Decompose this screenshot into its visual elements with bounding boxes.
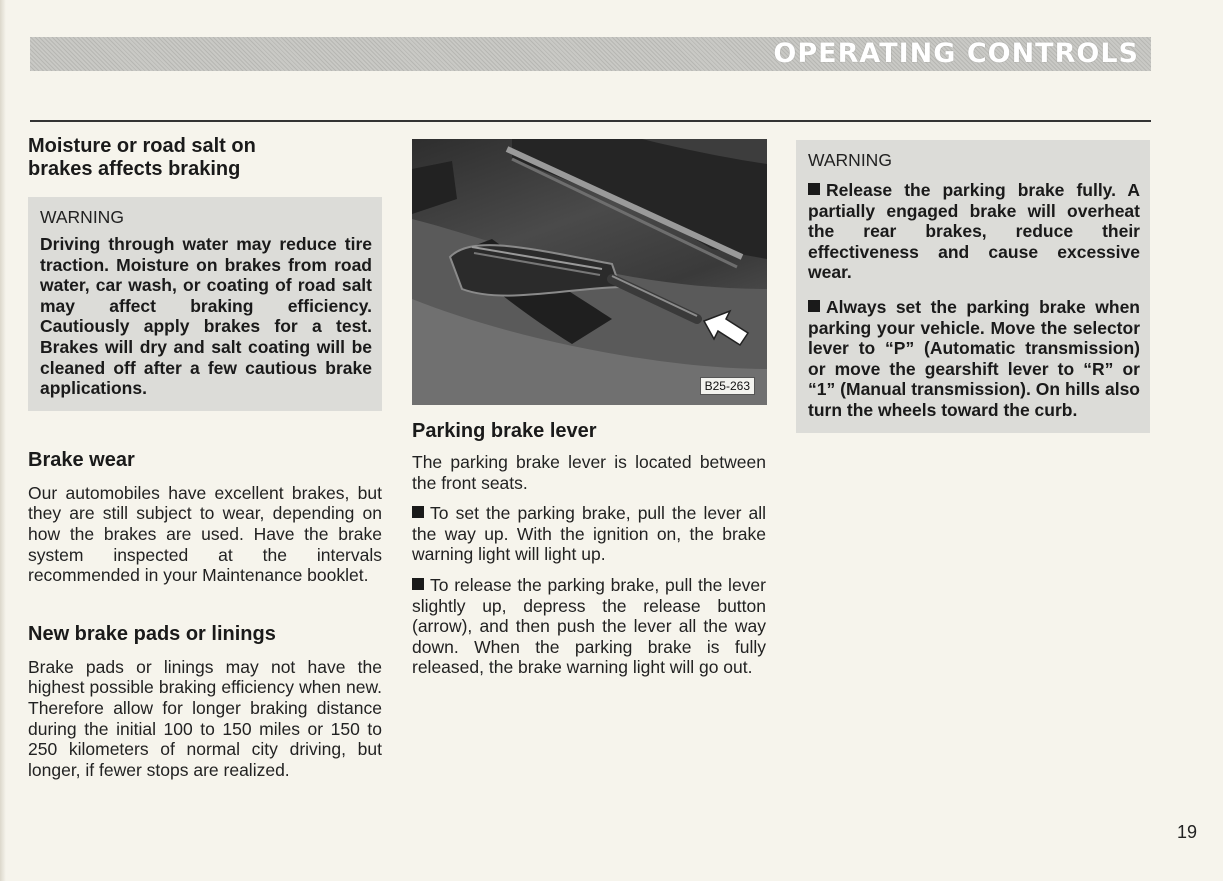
heading-new-brake-pads: New brake pads or linings [28,622,276,645]
warning-title: WARNING [808,150,892,170]
warning-text-release-fully [808,180,1140,283]
parking-brake-photo [412,139,767,405]
warning-box-parking-brake [796,140,1150,433]
text-set-parking-brake-content: To set the parking brake, pull the lever all the way up. With the ignition on, the brake warning light will light up. [412,503,766,565]
warning-title: WARNING [40,207,124,227]
parking-brake-illustration [412,139,767,405]
warning-text-always-set-content: Always set the parking brake when parking your vehicle. Move the selector lever to “P” (Automatic transmission) or move the gearshift lever to “R” or “1” (Manual transmission). On hills also turn the wheels toward the curb. [808,296,1140,420]
warning-text-always-set [808,297,1140,421]
page-edge [0,0,6,881]
text-parking-brake-intro: The parking brake lever is located between the front seats. [412,452,766,493]
figure-label: B25-263 [700,377,755,395]
bullet-icon [808,183,820,195]
bullet-icon [412,578,424,590]
text-release-parking-brake-content: To release the parking brake, pull the lever slightly up, depress the release button (arrow), and then push the lever all the way down. When the parking brake is fully released, the brake warning light will go out. [412,574,766,678]
text-brake-wear: Our automobiles have excellent brakes, but they are still subject to wear, depending on how the brakes are used. Have the brake system inspected at the intervals recommended in your Maintenance booklet. [28,482,382,586]
text-release-parking-brake [412,575,766,678]
left-column [28,135,382,780]
header-divider [30,120,1151,122]
warning-text-release-fully-content: Release the parking brake fully. A partially engaged brake will overheat the rear brakes, reduce their effectiveness and cause excessive wear. [808,180,1140,283]
bullet-icon [808,300,820,312]
heading-parking-brake-lever: Parking brake lever [412,420,597,442]
section-title: OPERATING CONTROLS [773,38,1139,69]
page-number: 19 [1176,822,1197,842]
text-set-parking-brake [412,503,766,565]
bullet-icon [412,506,424,518]
section-header-band [30,37,1151,71]
middle-column [412,420,766,678]
heading-brake-wear: Brake wear [28,448,135,471]
right-column [796,140,1150,433]
text-new-brake-pads: Brake pads or linings may not have the highest possible braking efficiency when new. Therefore allow for longer braking distance during the initial 100 to 150 miles or 150 to 250 kilometers of normal city driving, but longer, if fewer stops are realized. [28,656,382,780]
heading-moisture-road-salt: Moisture or road salt on brakes affects braking [28,135,256,180]
warning-text-moisture: Driving through water may reduce tire traction. Moisture on brakes from road water, car wash, or coating of road salt may affect braking efficiency. Cautiously apply brakes for a test. Brakes will dry and salt coating will be cleaned off after a few cautious brake applications. [40,234,372,399]
warning-box-moisture [28,197,382,411]
